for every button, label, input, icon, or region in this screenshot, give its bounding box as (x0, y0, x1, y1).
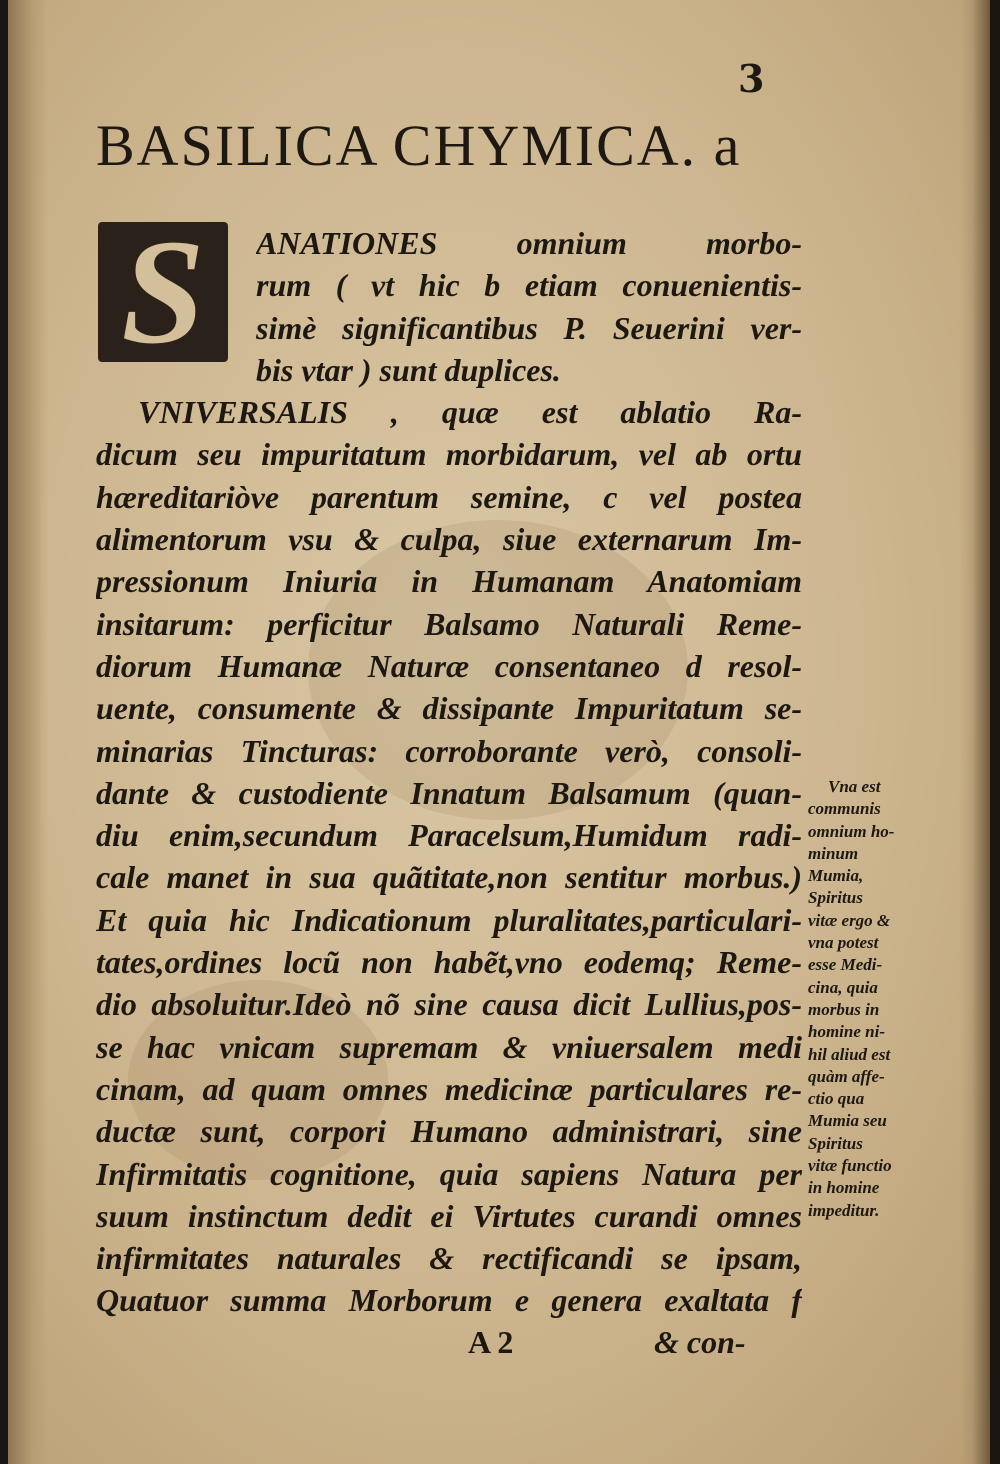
marginal-line: hil aliud est (808, 1044, 891, 1064)
text-line: dio absoluitur.Ideò nõ sine causa dicit Lullius,pos- (96, 986, 802, 1023)
marginal-line: ctio qua (808, 1089, 865, 1109)
marginal-line: vna potest (808, 933, 879, 953)
marginal-line: esse Medi- (808, 955, 883, 975)
text-line: Quatuor summa Morborum e genera exaltata f (96, 1282, 802, 1319)
marginal-line: vitæ ergo & (808, 910, 891, 930)
text-line: simè significantibus P. Seuerini ver- (256, 309, 802, 346)
text-line: rum ( vt hic b etiam conuenientis- (256, 267, 802, 304)
page-number: 3 (738, 56, 765, 101)
text-line: ANATIONES omnium morbo- (256, 225, 802, 261)
text-line: Et quia hic Indicationum pluralitates,particulari- (96, 901, 802, 938)
marginal-line: Mumia seu (808, 1111, 887, 1131)
marginal-line: quàm affe- (808, 1066, 885, 1086)
text-line: infirmitates naturales & rectificandi se ipsam, (96, 1240, 802, 1277)
marginal-line: communis (808, 799, 881, 819)
marginal-line: omnium ho- (808, 821, 895, 841)
text-line: cinam, ad quam omnes medicinæ particulares re- (96, 1070, 802, 1107)
text-line: alimentorum vsu & culpa, siue externarum Im- (96, 521, 802, 558)
text-line: pressionum Iniuria in Humanam Anatomiam (96, 563, 802, 600)
text-line: cale manet in sua quãtitate,non sentitur morbus.) (96, 859, 802, 896)
text-line: Infirmitatis cognitione, quia sapiens Natura per (96, 1155, 802, 1192)
text-line: diu enim,secundum Paracelsum,Humidum radi- (96, 817, 802, 854)
text-line: hæreditariòve parentum semine, c vel postea (96, 478, 802, 515)
marginal-line: Mumia, (808, 866, 864, 886)
catchword: & con- (654, 1324, 746, 1360)
marginal-line: vitæ functio (808, 1156, 892, 1176)
marginal-line: cina, quia (808, 977, 878, 997)
text-line: insitarum: perficitur Balsamo Naturali Reme- (96, 605, 802, 642)
text-line: dante & custodiente Innatum Balsamum (quan- (96, 774, 802, 811)
book-page (8, 0, 990, 1464)
marginal-line: Vna est (828, 777, 881, 796)
text-line: diorum Humanæ Naturæ consentaneo d resol- (96, 647, 802, 684)
page-edge-shadow (960, 0, 990, 1464)
marginal-line: in homine (808, 1178, 880, 1198)
text-line: VNIVERSALIS , quæ est ablatio Ra- (138, 394, 802, 431)
marginal-line: homine ni- (808, 1022, 885, 1042)
marginal-note (808, 776, 948, 1222)
body-text (96, 222, 802, 1322)
decorated-initial: S (98, 222, 228, 362)
marginal-line: impeditur. (808, 1200, 880, 1220)
text-line: dicum seu impuritatum morbidarum, vel ab ortu (96, 436, 802, 473)
running-title: BASILICA CHYMICA. a (96, 113, 742, 178)
marginal-line: morbus in (808, 999, 880, 1019)
marginal-line: Spiritus (808, 1133, 863, 1153)
text-line: uente, consumente & dissipante Impuritatum se- (96, 690, 802, 727)
text-line: tates,ordines locũ non habẽt,vno eodemq; Reme- (96, 944, 802, 981)
marginal-line: minum (808, 843, 859, 863)
text-line: se hac vnicam supremam & vniuersalem medi (96, 1028, 802, 1065)
signature-mark: A 2 (468, 1324, 514, 1360)
text-line: ductæ sunt, corpori Humano administrari, sine (96, 1113, 802, 1150)
page-gutter-shadow (8, 0, 48, 1464)
text-line: bis vtar ) sunt duplices. (256, 351, 561, 388)
marginal-line: Spiritus (808, 888, 863, 908)
text-line: minarias Tincturas: corroborante verò, consoli- (96, 732, 802, 769)
text-line: suum instinctum dedit ei Virtutes curandi omnes (96, 1197, 802, 1234)
